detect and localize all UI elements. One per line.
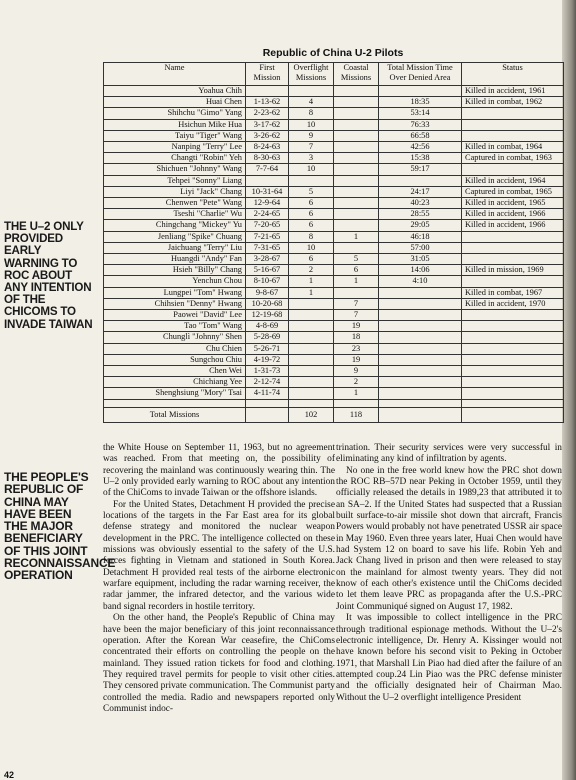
mission-time-cell (379, 388, 462, 399)
side-headline-prc-beneficiary: THE PEOPLE'S REPUBLIC OF CHINA MAY HAVE BEEN THE MAJOR BENEFICIARY OF THIS JOINT RECONNAISSANCE OPERATION (4, 470, 116, 583)
coastal-missions-cell (334, 119, 379, 130)
pilot-name-cell: Nanping "Terry" Lee (104, 142, 246, 153)
table-row (104, 130, 564, 141)
page-binding-edge (562, 0, 576, 780)
mission-time-cell (379, 343, 462, 354)
coastal-missions-cell: 2 (334, 377, 379, 388)
table-row (104, 198, 564, 209)
coastal-missions-cell (334, 198, 379, 209)
table-row (104, 354, 564, 365)
mission-time-cell (379, 298, 462, 309)
pilot-name-cell: Paowei "David" Lee (104, 310, 246, 321)
pilot-name-cell: Hsieh "Billy" Chang (104, 265, 246, 276)
mission-time-cell (379, 366, 462, 377)
first-mission-cell: 5-16-67 (246, 265, 289, 276)
mission-time-cell: 53:14 (379, 108, 462, 119)
total-status-cell (462, 407, 564, 422)
first-mission-cell: 1-13-62 (246, 97, 289, 108)
table-row (104, 209, 564, 220)
mission-time-cell (379, 175, 462, 186)
pilot-name-cell: Tehpei "Sonny" Liang (104, 175, 246, 186)
status-cell: Killed in mission, 1969 (462, 265, 564, 276)
first-mission-cell: 8-30-63 (246, 153, 289, 164)
pilot-name-cell: Chunglì "Johnny" Shen (104, 332, 246, 343)
mission-time-cell: 14:06 (379, 265, 462, 276)
header-status: Status (462, 63, 564, 86)
spacer-cell (246, 399, 289, 407)
table-row (104, 119, 564, 130)
mission-time-cell (379, 310, 462, 321)
coastal-missions-cell: 23 (334, 343, 379, 354)
header-name: Name (104, 63, 246, 86)
status-cell: Killed in accident, 1964 (462, 175, 564, 186)
coastal-missions-cell (334, 209, 379, 220)
pilot-name-cell: Tao "Tom" Wang (104, 321, 246, 332)
mission-time-cell: 18:35 (379, 97, 462, 108)
body-column-right (336, 443, 562, 704)
status-cell (462, 164, 564, 175)
mission-time-cell: 24:17 (379, 186, 462, 197)
pilot-name-cell: Chen Wei (104, 366, 246, 377)
first-mission-cell: 4-8-69 (246, 321, 289, 332)
paragraph: No one in the free world knew how the PRC shot down the ROC RB–57D near Peking in October 1959, until they officially released the details in 1989,23 that attributed it to an SA–2. If the United States had suspected that a Russian built surface-to-air missile shot down that aircraft, Francis Powers would probably not have penetrated USSR air space in May 1960. Even three years later, Huai Chen would have had System 12 on board to save his life. Robin Yeh and Jack Chang lived in prison and then were released to stay on the mainland for almost twenty years. They did not know of each other's existence until the ChiComs decided to let them leave PRC as propaganda after the U.S.-PRC Joint Communiqué signed on August 17, 1982. (336, 465, 562, 612)
pilot-name-cell: Huai Chen (104, 97, 246, 108)
table-row (104, 265, 564, 276)
first-mission-cell (246, 86, 289, 97)
pilot-name-cell: Changti "Robin" Yeh (104, 153, 246, 164)
status-cell (462, 276, 564, 287)
pilot-name-cell: Shihchu "Gimo" Yang (104, 108, 246, 119)
mission-time-cell: 31:05 (379, 254, 462, 265)
spacer-cell (334, 399, 379, 407)
table-row (104, 254, 564, 265)
header-overflight: Overflight Missions (289, 63, 334, 86)
first-mission-cell: 2-12-74 (246, 377, 289, 388)
mission-time-cell: 59:17 (379, 164, 462, 175)
coastal-missions-cell (334, 220, 379, 231)
overflight-missions-cell (289, 388, 334, 399)
mission-time-cell: 29:05 (379, 220, 462, 231)
overflight-missions-cell (289, 354, 334, 365)
mission-time-cell: 40:23 (379, 198, 462, 209)
overflight-missions-cell: 6 (289, 209, 334, 220)
pilot-name-cell: Taiyu "Tiger" Wang (104, 130, 246, 141)
pilot-name-cell: Liyi "Jack" Chang (104, 186, 246, 197)
table-row (104, 298, 564, 309)
overflight-missions-cell: 9 (289, 130, 334, 141)
first-mission-cell: 3-28-67 (246, 254, 289, 265)
coastal-missions-cell: 18 (334, 332, 379, 343)
status-cell: Captured in combat, 1965 (462, 186, 564, 197)
pilot-name-cell: Jenliang "Spike" Chuang (104, 231, 246, 242)
table-row (104, 231, 564, 242)
status-cell (462, 231, 564, 242)
mission-time-cell (379, 287, 462, 298)
status-cell (462, 310, 564, 321)
pilot-name-cell: Chihsien "Denny" Hwang (104, 298, 246, 309)
table-row (104, 97, 564, 108)
first-mission-cell: 5-28-69 (246, 332, 289, 343)
status-cell: Captured in combat, 1963 (462, 153, 564, 164)
first-mission-cell: 7-20-65 (246, 220, 289, 231)
coastal-missions-cell (334, 175, 379, 186)
pilot-name-cell: Chichiang Yee (104, 377, 246, 388)
table-spacer-row (104, 399, 564, 407)
status-cell (462, 108, 564, 119)
spacer-cell (104, 399, 246, 407)
pilot-name-cell: Tseshi "Charlie" Wu (104, 209, 246, 220)
status-cell (462, 332, 564, 343)
coastal-missions-cell: 1 (334, 388, 379, 399)
overflight-missions-cell: 10 (289, 242, 334, 253)
first-mission-cell: 2-24-65 (246, 209, 289, 220)
overflight-missions-cell: 4 (289, 97, 334, 108)
mission-time-cell (379, 377, 462, 388)
mission-time-cell: 4:10 (379, 276, 462, 287)
first-mission-cell: 7-7-64 (246, 164, 289, 175)
coastal-missions-cell: 5 (334, 254, 379, 265)
table-title: Republic of China U-2 Pilots (262, 47, 404, 59)
status-cell: Killed in combat, 1964 (462, 142, 564, 153)
first-mission-cell: 12-19-68 (246, 310, 289, 321)
coastal-missions-cell (334, 86, 379, 97)
pilot-name-cell: Shichuen "Johnny" Wang (104, 164, 246, 175)
coastal-missions-cell (334, 186, 379, 197)
table-row (104, 343, 564, 354)
mission-time-cell: 28:55 (379, 209, 462, 220)
header-coastal: Coastal Missions (334, 63, 379, 86)
mission-time-cell: 15:38 (379, 153, 462, 164)
status-cell: Killed in accident, 1970 (462, 298, 564, 309)
overflight-missions-cell (289, 377, 334, 388)
paragraph: trination. Their security services were very successful in eliminating any kind of infiltration by agents. (336, 443, 562, 465)
table-row (104, 287, 564, 298)
status-cell: Killed in accident, 1961 (462, 86, 564, 97)
table-row (104, 321, 564, 332)
first-mission-cell: 8-10-67 (246, 276, 289, 287)
coastal-missions-cell (334, 130, 379, 141)
first-mission-cell: 3-17-62 (246, 119, 289, 130)
table-row (104, 310, 564, 321)
coastal-missions-cell (334, 153, 379, 164)
status-cell (462, 242, 564, 253)
table-row (104, 108, 564, 119)
status-cell (462, 366, 564, 377)
status-cell: Killed in combat, 1967 (462, 287, 564, 298)
total-overflight-missions-cell: 102 (289, 407, 334, 422)
overflight-missions-cell: 10 (289, 119, 334, 130)
total-mission-time-cell (379, 407, 462, 422)
overflight-missions-cell (289, 332, 334, 343)
coastal-missions-cell: 1 (334, 276, 379, 287)
coastal-missions-cell (334, 108, 379, 119)
table-row (104, 366, 564, 377)
coastal-missions-cell (334, 142, 379, 153)
header-total-time: Total Mission Time Over Denied Area (379, 63, 462, 86)
status-cell (462, 377, 564, 388)
overflight-missions-cell (289, 86, 334, 97)
overflight-missions-cell (289, 321, 334, 332)
paragraph: For the United States, Detachment H provided the precise locations of the targets in the Far East area for its global defense strategy and monitored the nuclear weapon development in the PRC. The intelligence collected on these missions was obviously essential to the safety of the U.S. forces fighting in Vietnam and stationed in South Korea. Detachment H provided real tests of the airborne electronic warfare equipment, including the radar warning receiver, the radar jammer, the infrared detector, and the various wide band signal recorders in hostile territory. (103, 499, 335, 612)
first-mission-cell: 3-26-62 (246, 130, 289, 141)
spacer-cell (462, 399, 564, 407)
pilot-name-cell: Chenwen "Pete" Wang (104, 198, 246, 209)
pilot-name-cell: Yoahua Chih (104, 86, 246, 97)
first-mission-cell: 7-21-65 (246, 231, 289, 242)
status-cell (462, 354, 564, 365)
first-mission-cell: 8-24-63 (246, 142, 289, 153)
overflight-missions-cell: 2 (289, 265, 334, 276)
overflight-missions-cell: 3 (289, 153, 334, 164)
overflight-missions-cell: 6 (289, 254, 334, 265)
spacer-cell (289, 399, 334, 407)
coastal-missions-cell: 7 (334, 298, 379, 309)
page-number: 42 (4, 770, 15, 780)
first-mission-cell: 2-23-62 (246, 108, 289, 119)
table-row (104, 175, 564, 186)
overflight-missions-cell (289, 366, 334, 377)
paragraph: the White House on September 11, 1963, but no agreement was reached. From that meeting on, the possibility of recovering the mainland was continuously wearing thin. The U–2 only provided early warning to ROC about any intention of the ChiComs to invade Taiwan or the offshore islands. (103, 443, 335, 499)
pilot-name-cell: Hsichun Mike Hua (104, 119, 246, 130)
mission-time-cell (379, 86, 462, 97)
side-headline-early-warning: THE U–2 ONLY PROVIDED EARLY WARNING TO ROC ABOUT ANY INTENTION OF THE CHICOMS TO INVADE TAIWAN (4, 220, 93, 331)
spacer-cell (379, 399, 462, 407)
overflight-missions-cell: 10 (289, 164, 334, 175)
coastal-missions-cell (334, 287, 379, 298)
mission-time-cell (379, 354, 462, 365)
pilot-name-cell: Shenghsiung "Mory" Tsai (104, 388, 246, 399)
table-row (104, 332, 564, 343)
status-cell (462, 388, 564, 399)
total-coastal-missions-cell: 118 (334, 407, 379, 422)
overflight-missions-cell: 5 (289, 186, 334, 197)
overflight-missions-cell: 1 (289, 287, 334, 298)
first-mission-cell: 1-31-73 (246, 366, 289, 377)
table-row (104, 377, 564, 388)
table-row (104, 86, 564, 97)
total-pilot-name-cell: Total Missions (104, 407, 246, 422)
mission-time-cell: 42:56 (379, 142, 462, 153)
table-row (104, 186, 564, 197)
body-column-left (103, 443, 335, 715)
first-mission-cell: 7-31-65 (246, 242, 289, 253)
paragraph: It was impossible to collect intelligence in the PRC through traditional espionage methods. Without the U–2's electronic intelligence, Dr. Henry A. Kissinger would not have known before his second visit to Peking in October 1971, that Marshall Lin Piao had died after the failure of an attempted coup.24 Lin Piao was the PRC defense minister and the officially designated heir of Chairman Mao. Without the U–2 overflight intelligence President (336, 613, 562, 703)
first-mission-cell: 4-11-74 (246, 388, 289, 399)
pilot-name-cell: Sungchou Chiu (104, 354, 246, 365)
table-row (104, 276, 564, 287)
coastal-missions-cell: 7 (334, 310, 379, 321)
status-cell: Killed in accident, 1966 (462, 220, 564, 231)
coastal-missions-cell: 19 (334, 354, 379, 365)
coastal-missions-cell: 19 (334, 321, 379, 332)
status-cell (462, 130, 564, 141)
status-cell (462, 343, 564, 354)
coastal-missions-cell: 6 (334, 265, 379, 276)
first-mission-cell: 10-31-64 (246, 186, 289, 197)
first-mission-cell: 10-20-68 (246, 298, 289, 309)
overflight-missions-cell: 6 (289, 198, 334, 209)
status-cell (462, 119, 564, 130)
pilots-table (103, 62, 564, 423)
mission-time-cell: 76:33 (379, 119, 462, 130)
table-row (104, 142, 564, 153)
overflight-missions-cell: 8 (289, 108, 334, 119)
status-cell (462, 254, 564, 265)
status-cell: Killed in combat, 1962 (462, 97, 564, 108)
table-header-row (104, 63, 564, 86)
first-mission-cell: 9-8-67 (246, 287, 289, 298)
pilot-name-cell: Yenchun Chou (104, 276, 246, 287)
paragraph: On the other hand, the People's Republic of China may have been the major beneficiary of this joint reconnaissance operation. After the Korean War ceasefire, the ChiComs concentrated their efforts on controlling the people on the mainland. They issued ration tickets for food and clothing. They required travel permits for people to visit other cities. They censored private communication. The Communist party controlled the media. Radio and newspapers reported only Communist indoc- (103, 613, 335, 714)
overflight-missions-cell (289, 298, 334, 309)
mission-time-cell (379, 332, 462, 343)
coastal-missions-cell: 1 (334, 231, 379, 242)
header-first-mission: First Mission (246, 63, 289, 86)
first-mission-cell: 4-19-72 (246, 354, 289, 365)
first-mission-cell (246, 175, 289, 186)
overflight-missions-cell (289, 175, 334, 186)
coastal-missions-cell (334, 242, 379, 253)
overflight-missions-cell: 8 (289, 231, 334, 242)
pilot-name-cell: Chu Chien (104, 343, 246, 354)
table-row (104, 242, 564, 253)
pilot-name-cell: Huangdi "Andy" Fan (104, 254, 246, 265)
total-first-mission-cell (246, 407, 289, 422)
status-cell: Killed in accident, 1966 (462, 209, 564, 220)
mission-time-cell (379, 321, 462, 332)
mission-time-cell: 46:18 (379, 231, 462, 242)
pilot-name-cell: Lungpei "Tom" Hwang (104, 287, 246, 298)
coastal-missions-cell: 9 (334, 366, 379, 377)
table-total-row (104, 407, 564, 422)
mission-time-cell: 57:00 (379, 242, 462, 253)
coastal-missions-cell (334, 97, 379, 108)
mission-time-cell: 66:58 (379, 130, 462, 141)
pilot-name-cell: Chingchang "Mickey" Yu (104, 220, 246, 231)
overflight-missions-cell: 6 (289, 220, 334, 231)
first-mission-cell: 5-26-71 (246, 343, 289, 354)
overflight-missions-cell: 7 (289, 142, 334, 153)
table-row (104, 388, 564, 399)
first-mission-cell: 12-9-64 (246, 198, 289, 209)
table-row (104, 164, 564, 175)
table-row (104, 220, 564, 231)
coastal-missions-cell (334, 164, 379, 175)
pilot-name-cell: Jaichuang "Terry" Liu (104, 242, 246, 253)
overflight-missions-cell: 1 (289, 276, 334, 287)
status-cell (462, 321, 564, 332)
overflight-missions-cell (289, 310, 334, 321)
status-cell: Killed in accident, 1965 (462, 198, 564, 209)
table-row (104, 153, 564, 164)
overflight-missions-cell (289, 343, 334, 354)
